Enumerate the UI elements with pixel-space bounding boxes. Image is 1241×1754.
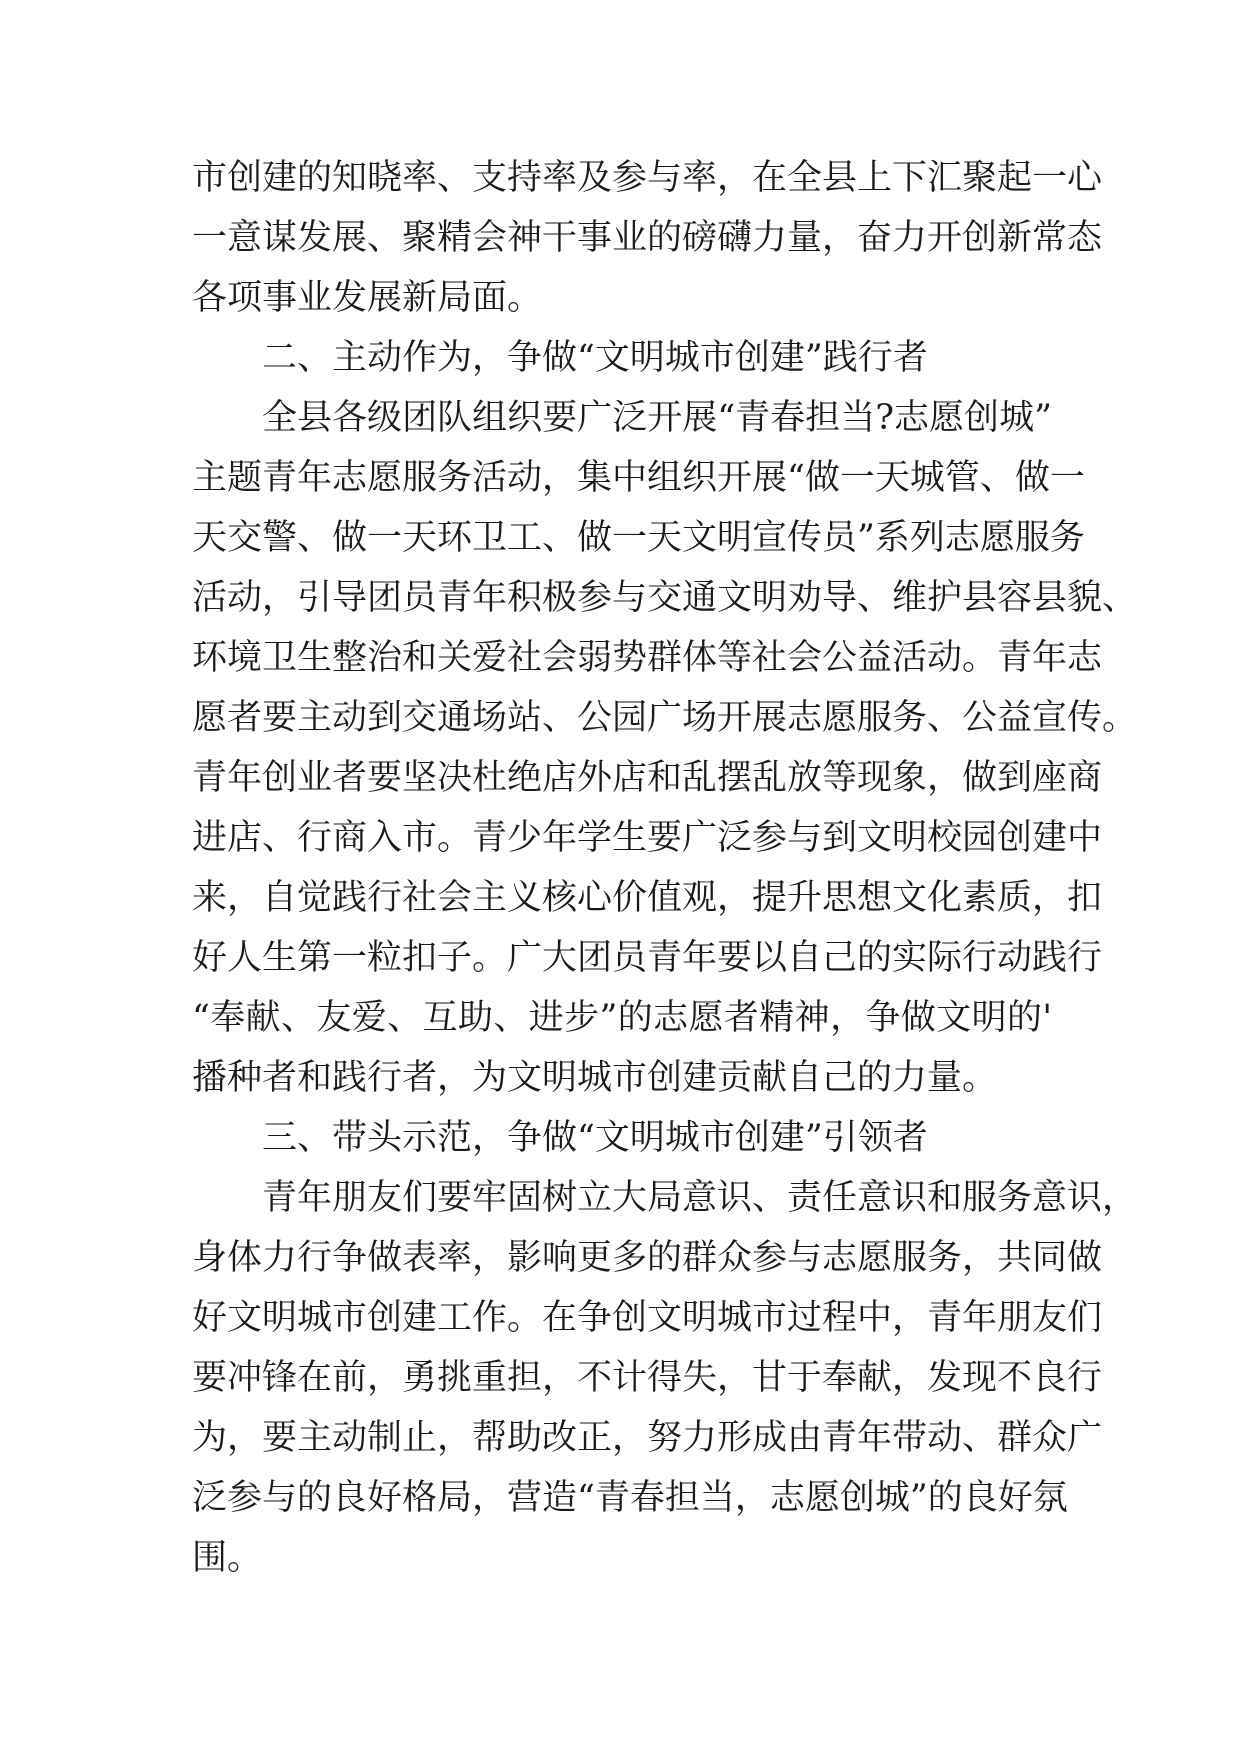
paragraph-line: 身体力行争做表率，影响更多的群众参与志愿服务，共同做 bbox=[192, 1238, 1103, 1278]
section-heading-2: 二、主动作为，争做“文明城市创建”践行者 bbox=[262, 338, 928, 378]
paragraph-line: 全县各级团队组织要广泛开展“青春担当?志愿创城” bbox=[262, 398, 1052, 438]
paragraph-line: 市创建的知晓率、支持率及参与率，在全县上下汇聚起一心 bbox=[192, 158, 1103, 198]
paragraph-line: 来，自觉践行社会主义核心价值观，提升思想文化素质，扣 bbox=[192, 878, 1103, 918]
section-heading-3: 三、带头示范，争做“文明城市创建”引领者 bbox=[262, 1118, 928, 1158]
paragraph-3 bbox=[192, 1168, 1138, 1588]
paragraph-line: 活动，引导团员青年积极参与交通文明劝导、维护县容县貌、 bbox=[192, 578, 1138, 618]
paragraph-line: 为，要主动制止，帮助改正，努力形成由青年带动、群众广 bbox=[192, 1418, 1103, 1458]
paragraph-line: 好人生第一粒扣子。广大团员青年要以自己的实际行动践行 bbox=[192, 938, 1103, 978]
paragraph-line: 播种者和践行者，为文明城市创建贡献自己的力量。 bbox=[192, 1058, 998, 1098]
paragraph-line: 各项事业发展新局面。 bbox=[192, 278, 543, 318]
paragraph-line: 进店、行商入市。青少年学生要广泛参与到文明校园创建中 bbox=[192, 818, 1103, 858]
document-body bbox=[192, 148, 1138, 1588]
paragraph-line: 一意谋发展、聚精会神干事业的磅礴力量，奋力开创新常态 bbox=[192, 218, 1103, 258]
paragraph-line: 围。 bbox=[192, 1538, 263, 1578]
paragraph-line: 主题青年志愿服务活动，集中组织开展“做一天城管、做一 bbox=[192, 458, 1085, 498]
paragraph-line: 愿者要主动到交通场站、公园广场开展志愿服务、公益宣传。 bbox=[192, 698, 1138, 738]
paragraph-2 bbox=[192, 388, 1138, 1108]
paragraph-line: “奉献、友爱、互助、进步”的志愿者精神，争做文明的' bbox=[192, 998, 1052, 1038]
paragraph-1 bbox=[192, 148, 1103, 328]
paragraph-line: 青年创业者要坚决杜绝店外店和乱摆乱放等现象，做到座商 bbox=[192, 758, 1103, 798]
paragraph-line: 青年朋友们要牢固树立大局意识、责任意识和服务意识， bbox=[262, 1178, 1138, 1218]
paragraph-line: 泛参与的良好格局，营造“青春担当，志愿创城”的良好氛 bbox=[192, 1478, 1068, 1518]
paragraph-line: 好文明城市创建工作。在争创文明城市过程中，青年朋友们 bbox=[192, 1298, 1103, 1338]
paragraph-line: 天交警、做一天环卫工、做一天文明宣传员”系列志愿服务 bbox=[192, 518, 1085, 558]
paragraph-line: 环境卫生整治和关爱社会弱势群体等社会公益活动。青年志 bbox=[192, 638, 1103, 678]
paragraph-line: 要冲锋在前，勇挑重担，不计得失，甘于奉献，发现不良行 bbox=[192, 1358, 1103, 1398]
